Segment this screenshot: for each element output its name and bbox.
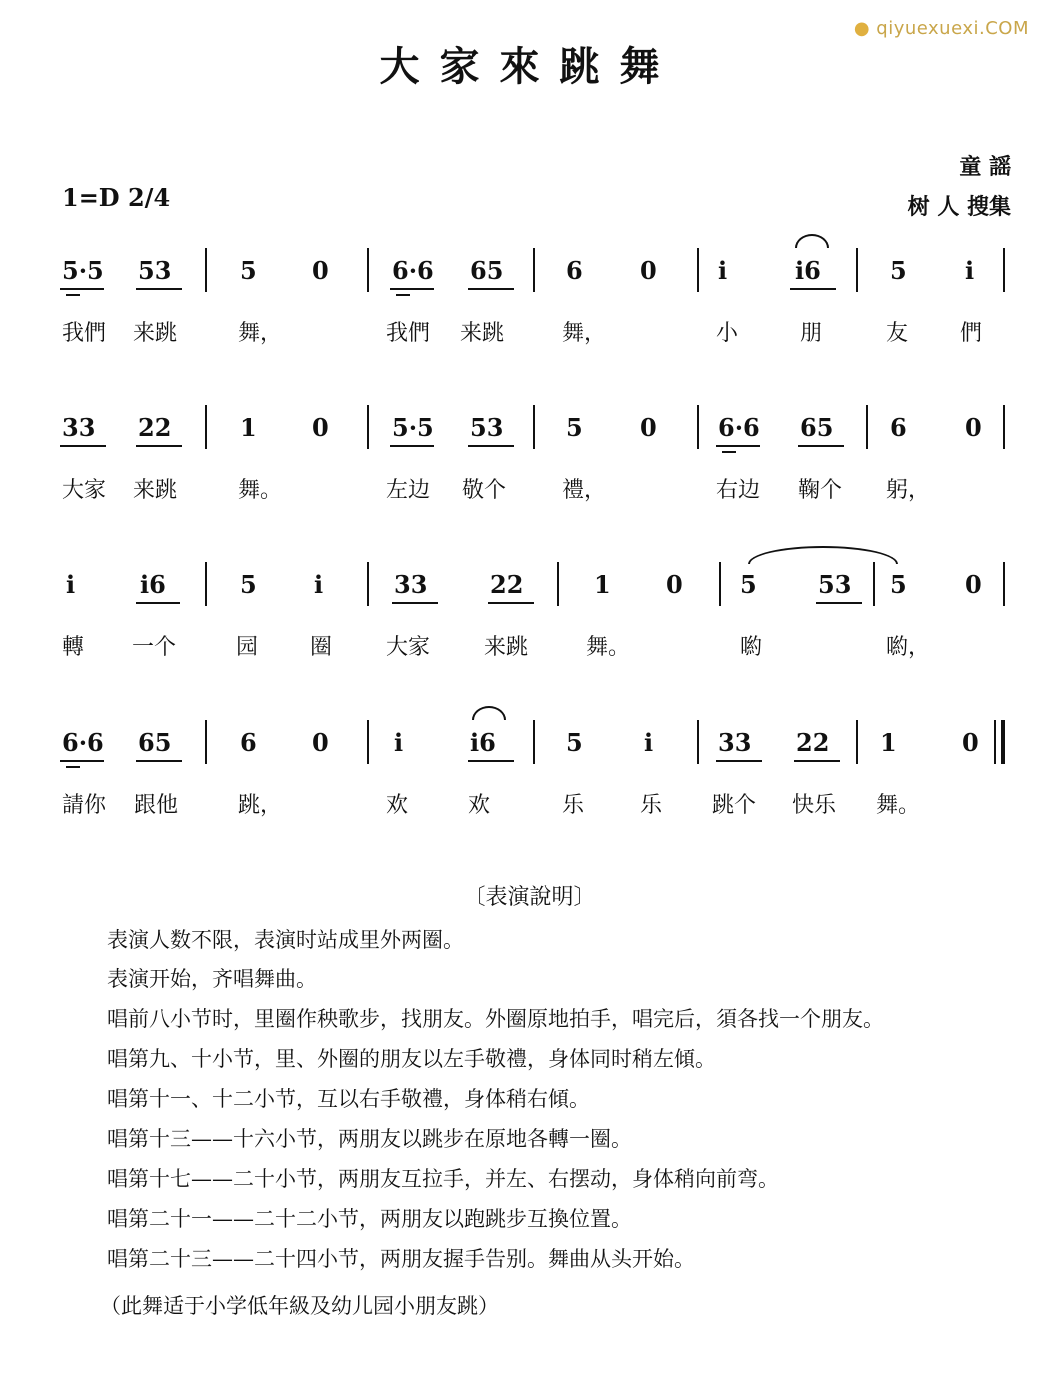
lyric: 来跳 [133, 478, 178, 503]
bar-line [873, 562, 875, 606]
note: 22 [138, 413, 172, 442]
underline [798, 445, 844, 447]
final-bar-line-thin [994, 720, 996, 764]
underline [396, 294, 410, 296]
score-row-4 [0, 720, 1059, 860]
note: 6·6 [392, 256, 434, 285]
lyric: 喲 [740, 635, 763, 660]
lyric: 舞。 [876, 793, 921, 818]
bar-line [367, 248, 369, 292]
note: 65 [800, 413, 834, 442]
lyric: 左边 [386, 478, 431, 503]
underline [60, 760, 104, 762]
underline [136, 602, 180, 604]
note: 5 [240, 256, 257, 285]
note: 0 [965, 413, 982, 442]
bar-line [533, 248, 535, 292]
note: 0 [666, 570, 683, 599]
lyric: 鞠个 [798, 478, 843, 503]
score-row-2 [0, 405, 1059, 545]
lyric: 們 [960, 321, 983, 346]
performance-footnote: （此舞适于小学低年級及幼儿园小朋友跳） [100, 1294, 499, 1318]
performance-line: 唱第十一、十二小节，互以右手敬禮，身体稍右傾。 [107, 1087, 590, 1111]
lyric: 喲， [886, 635, 931, 660]
performance-line: 唱第十七——二十小节，两朋友互拉手，并左、右摆动，身体稍向前弯。 [107, 1167, 779, 1191]
underline [136, 760, 182, 762]
lyric: 朋 [800, 321, 823, 346]
score-row-1 [0, 248, 1059, 388]
bar-line [697, 405, 699, 449]
lyric: 跟他 [134, 793, 179, 818]
lyric: 欢 [468, 793, 491, 818]
bar-line [205, 248, 207, 292]
performance-line: 唱前八小节时，里圈作秧歌步，找朋友。外圈原地拍手，唱完后，須各找一个朋友。 [107, 1007, 884, 1031]
note: 6·6 [718, 413, 760, 442]
underline [488, 602, 534, 604]
lyric: 乐 [640, 793, 663, 818]
note: 5 [240, 570, 257, 599]
note: 1 [880, 728, 897, 757]
slur [795, 234, 829, 248]
lyric: 圈 [310, 635, 333, 660]
bar-line [697, 248, 699, 292]
lyric: 友 [886, 321, 909, 346]
lyric: 跳， [238, 793, 283, 818]
note: 53 [470, 413, 504, 442]
note: 53 [818, 570, 852, 599]
bar-line [533, 720, 535, 764]
watermark-logo-icon: ● [853, 18, 871, 39]
genre-label: 童 謡 [959, 154, 1011, 180]
collector-label: 树 人 搜集 [907, 194, 1011, 220]
lyric: 欢 [386, 793, 409, 818]
bar-line [205, 562, 207, 606]
underline [66, 294, 80, 296]
note: i [66, 570, 76, 599]
performance-line: 唱第九、十小节，里、外圈的朋友以左手敬禮，身体同时稍左傾。 [107, 1047, 716, 1071]
underline [716, 445, 760, 447]
score-row-3 [0, 562, 1059, 702]
bar-line [367, 562, 369, 606]
underline [716, 760, 762, 762]
note: 5 [740, 570, 757, 599]
note: 1 [594, 570, 611, 599]
lyric: 园 [236, 635, 259, 660]
underline [790, 288, 836, 290]
note: 5 [890, 570, 907, 599]
bar-line [856, 720, 858, 764]
bar-line [866, 405, 868, 449]
underline [392, 602, 438, 604]
underline [722, 451, 736, 453]
note: 0 [312, 256, 329, 285]
song-title: 大家來跳舞 [379, 43, 680, 90]
bar-line [1003, 248, 1005, 292]
underline [136, 445, 182, 447]
note: 33 [62, 413, 96, 442]
note: 0 [962, 728, 979, 757]
lyric: 小 [716, 321, 739, 346]
underline [60, 288, 104, 290]
performance-line: 唱第二十一——二十二小节，两朋友以跑跳步互換位置。 [107, 1207, 632, 1231]
lyric: 大家 [62, 478, 107, 503]
underline [390, 288, 434, 290]
note: 65 [138, 728, 172, 757]
lyric: 敬个 [462, 478, 507, 503]
note: i6 [470, 728, 496, 757]
note: 0 [312, 728, 329, 757]
lyric: 快乐 [792, 793, 837, 818]
lyric: 一个 [132, 635, 177, 660]
bar-line [719, 562, 721, 606]
lyric: 舞。 [238, 478, 283, 503]
performance-heading: 〔表演說明〕 [463, 885, 596, 910]
note: 5 [566, 413, 583, 442]
note: 5·5 [62, 256, 104, 285]
note: i [644, 728, 654, 757]
note: 5·5 [392, 413, 434, 442]
note: 0 [640, 256, 657, 285]
lyric: 来跳 [484, 635, 529, 660]
performance-line: 表演开始，齐唱舞曲。 [107, 967, 317, 991]
key-signature: 1=D 2/4 [62, 183, 171, 212]
lyric: 乐 [562, 793, 585, 818]
note: 33 [718, 728, 752, 757]
note: 5 [890, 256, 907, 285]
underline [468, 445, 514, 447]
underline [66, 766, 80, 768]
note: 6 [240, 728, 257, 757]
bar-line [367, 405, 369, 449]
watermark-text: qiyuexuexi.COM [876, 18, 1029, 39]
lyric: 来跳 [133, 321, 178, 346]
lyric: 大家 [386, 635, 431, 660]
underline [468, 760, 514, 762]
slur [472, 706, 506, 720]
bar-line [856, 248, 858, 292]
underline [468, 288, 514, 290]
bar-line [533, 405, 535, 449]
underline [794, 760, 840, 762]
note: 22 [490, 570, 524, 599]
note: i6 [795, 256, 821, 285]
final-bar-line-thick [1001, 720, 1005, 764]
bar-line [1003, 562, 1005, 606]
underline [816, 602, 862, 604]
bar-line [557, 562, 559, 606]
lyric: 我們 [62, 321, 107, 346]
bar-line [697, 720, 699, 764]
underline [390, 445, 434, 447]
slur [748, 546, 898, 564]
performance-line: 唱第十三——十六小节，两朋友以跳步在原地各轉一圈。 [107, 1127, 632, 1151]
lyric: 右边 [716, 478, 761, 503]
note: i6 [140, 570, 166, 599]
bar-line [205, 720, 207, 764]
note: 5 [566, 728, 583, 757]
lyric: 我們 [386, 321, 431, 346]
note: i [314, 570, 324, 599]
lyric: 来跳 [460, 321, 505, 346]
note: 65 [470, 256, 504, 285]
lyric: 請你 [62, 793, 107, 818]
note: 6·6 [62, 728, 104, 757]
note: i [394, 728, 404, 757]
bar-line [1003, 405, 1005, 449]
note: 6 [890, 413, 907, 442]
note: 0 [640, 413, 657, 442]
lyric: 舞， [238, 321, 283, 346]
lyric: 舞， [562, 321, 607, 346]
lyric: 躬， [886, 478, 931, 503]
performance-line: 表演人数不限，表演时站成里外两圈。 [107, 928, 464, 952]
bar-line [367, 720, 369, 764]
note: 0 [965, 570, 982, 599]
bar-line [205, 405, 207, 449]
performance-line: 唱第二十三——二十四小节，两朋友握手告别。舞曲从头开始。 [107, 1247, 695, 1271]
underline [60, 445, 106, 447]
lyric: 禮， [562, 478, 607, 503]
note: 22 [796, 728, 830, 757]
note: 0 [312, 413, 329, 442]
underline [136, 288, 182, 290]
note: i [718, 256, 728, 285]
note: 6 [566, 256, 583, 285]
note: i [965, 256, 975, 285]
note: 33 [394, 570, 428, 599]
note: 1 [240, 413, 257, 442]
lyric: 舞。 [586, 635, 631, 660]
lyric: 轉 [62, 635, 85, 660]
lyric: 跳个 [712, 793, 757, 818]
note: 53 [138, 256, 172, 285]
